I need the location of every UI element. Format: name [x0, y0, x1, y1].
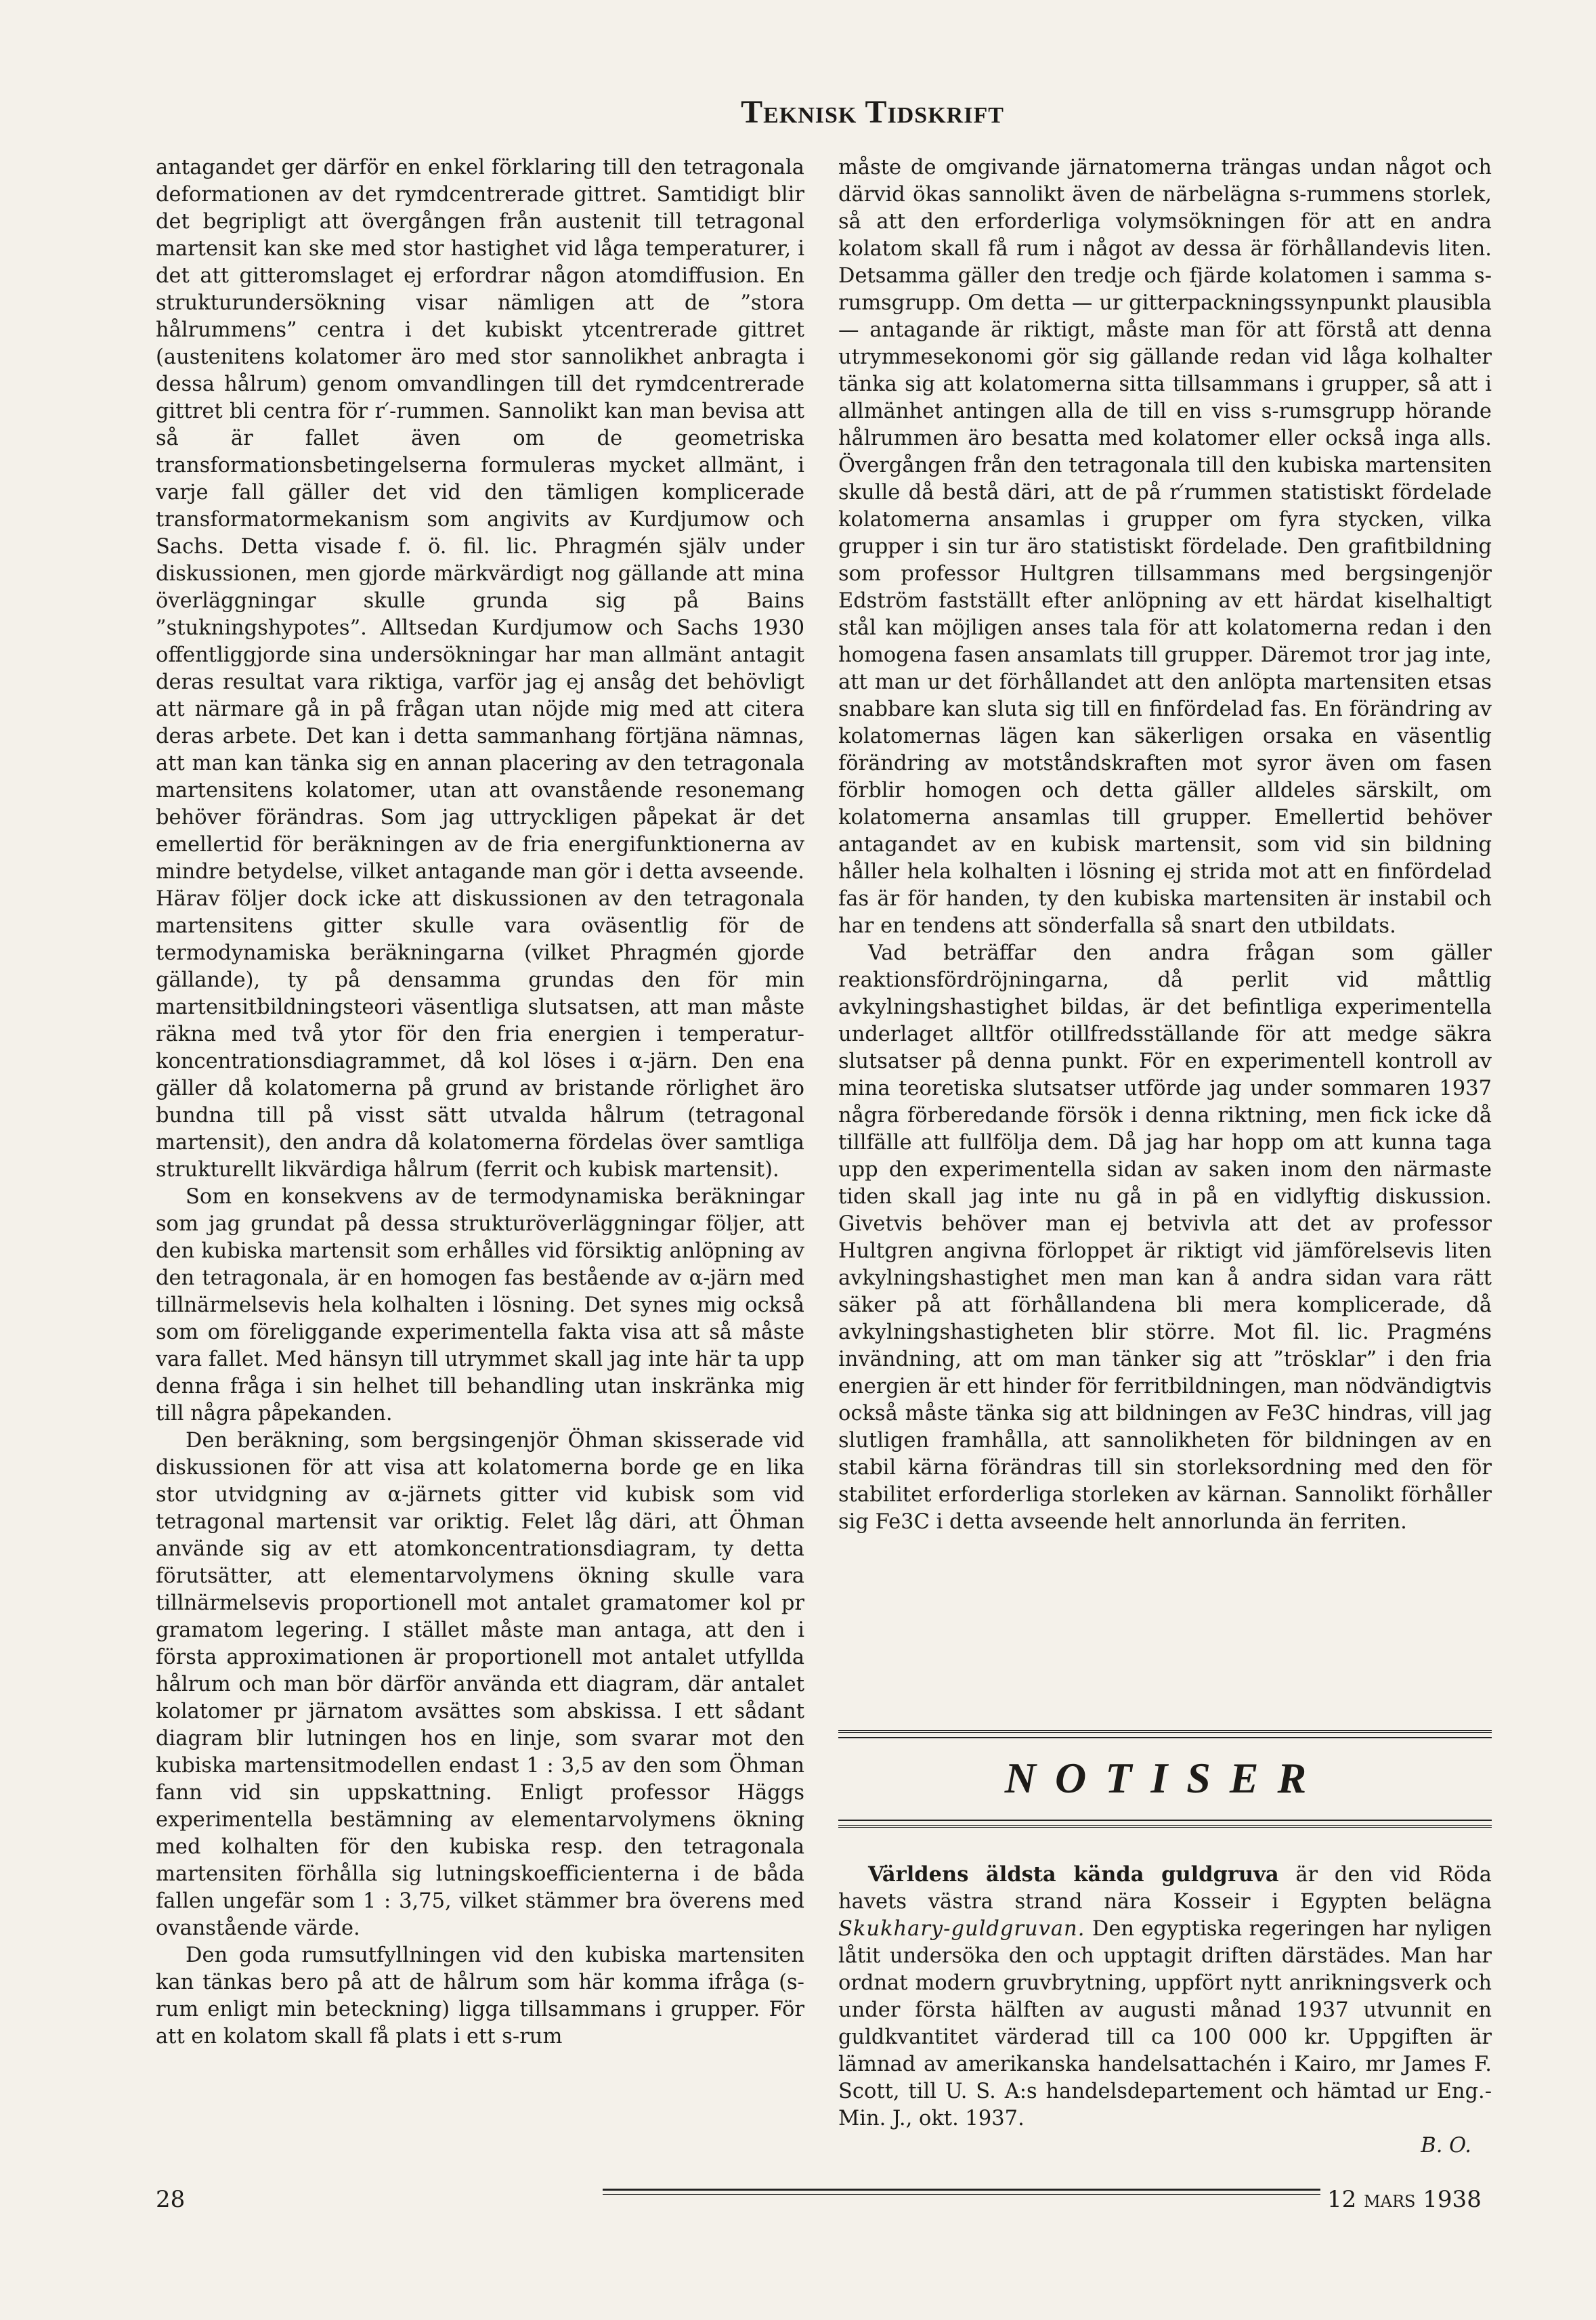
page-number: 28: [156, 2186, 186, 2213]
page-header: [0, 93, 1596, 131]
notis-article: [838, 1861, 1492, 2160]
issue-date: 12 mars 1938: [1327, 2186, 1482, 2213]
paragraph: Vad beträffar den andra frågan som gäller reaktionsfördröjningarna, då perlit vid måttlig avkylningshastighet bildas, är det befintliga experimentella underlaget alltför otillfredsställande för att medge säkra slutsatser på denna punkt. För en experimentell kontroll av mina teoretiska slutsatser utförde jag under sommaren 1937 några förberedande försök i denna riktning, men fick icke då tillfälle att fullfölja dem. Då jag har hopp om att kunna taga upp den experimentella sidan av saken inom den närmaste tiden skall jag inte nu gå in på en vidlyftig diskussion. Givetvis behöver man ej betvivla att det av professor Hultgren angivna förloppet är riktigt vid jämförelsevis liten avkylningshastighet men man kan å andra sidan vara rätt säker på att förhållandena bli mera komplicerade, då avkylningshastigheten blir större. Mot fil. lic. Pragméns invändning, att om man tänker sig att ”trösklar” i den fria energien är ett hinder för ferritbildningen, man nödvändigtvis också måste tänka sig att bildningen av Fe3C hindras, vill jag slutligen framhålla, att sannolikheten för bildningen av en stabil kärna förändras till sin storleksordning med den för stabilitet erforderliga storleken av kärnan. Sannolikt förhåller sig Fe3C i detta avseende helt annorlunda än ferriten.: [838, 941, 1492, 1534]
notis-text: är den vid Röda havets västra strand nära Kosseir i Egypten belägna: [838, 1863, 1492, 1914]
paragraph: Som en konsekvens av de termodynamiska beräkningar som jag grundat på dessa strukturöverläggningar följer, att den kubiska martensit som erhålles vid försiktig anlöpning av den tetragonala, är en homogen fas bestående av α-järn med tillnärmelsevis hela kolhalten i lösning. Det synes mig också som om föreliggande experimentella fakta visa att så måste vara fallet. Med hänsyn till utrymmet skall jag inte här ta upp denna fråga i sin helhet till behandling utan inskränka mig till några påpekanden.: [156, 1185, 804, 1425]
notis-paragraph: [838, 1861, 1492, 2132]
mine-name: Skukhary-guldgruvan.: [838, 1917, 1085, 1941]
notiser-heading: NOTISER: [1004, 1754, 1326, 1802]
footer-rule: [603, 2189, 1320, 2195]
right-column: [838, 154, 1492, 1536]
paragraph: måste de omgivande järnatomerna trängas undan något och därvid ökas sannolikt även de närbelägna s-rummens storlek, så att den erforderliga volymsökningen för att en andra kolatom skall få rum i något av dessa är förhållandevis liten. Detsamma gäller den tredje och fjärde kolatomen i samma s-rumsgrupp. Om detta — ur gitterpackningssynpunkt plausibla — antagande är riktigt, måste man för att förstå att denna utrymmesekonomi gör sig gällande redan vid låga kolhalter tänka sig att kolatomerna sitta tillsammans i grupper, så att i allmänhet antingen alla de till en viss s-rumsgrupp hörande hålrummen äro besatta med kolatomer eller också inga alls. Övergången från den tetragonala till den kubiska martensiten skulle då bestå däri, att de på r′rummen statistiskt fördelade kolatomerna ansamlas i grupper om fyra stycken, vilka grupper i sin tur äro statistiskt fördelade. Den grafitbildning som professor Hultgren tillsammans med bergsingenjör Edström fastställt efter anlöpning av ett härdat kiselhaltigt stål kan möjligen anses tala för att kolatomerna redan i den homogena fasen ansamlats till grupper. Däremot tror jag inte, att man ur det förhållandet att den anlöpta martensiten etsas snabbare kan sluta sig till en finfördelad fas. En förändring av kolatomernas lägen kan säkerligen orsaka en väsentlig förändring av motståndskraften mot syror även om fasen förblir homogen och detta gäller alldeles särskilt, om kolatomerna ansamlas till grupper. Emellertid behöver antagandet av en kubisk martensit, som vid sin bildning håller hela kolhalten i lösning ej strida mot att en finfördelad fas är för handen, ty den kubiska martensiten är instabil och har en tendens att sönderfalla så snart den utbildats.: [838, 156, 1492, 938]
notis-lead: Världens äldsta kända guldgruva: [868, 1862, 1279, 1887]
section-rule-bottom: [838, 1820, 1492, 1828]
left-column: [156, 154, 804, 2050]
paragraph: Den goda rumsutfyllningen vid den kubiska martensiten kan tänkas bero på att de hålrum som här komma ifråga (s-rum enligt min beteckning) ligga tillsammans i grupper. För att en kolatom skall få plats i ett s-rum: [156, 1943, 804, 2048]
notis-text: Den egyptiska regeringen har nyligen låtit undersöka den och upptagit driften därstädes. Man har ordnat modern gruvbrytning, uppfört nytt anrikningsverk och under första hälften av augusti månad 1937 utvunnit en guldkvantitet värderad till ca 100 000 kr. Uppgiften är lämnad av amerikanska handelsattachén i Kairo, mr James F. Scott, till U. S. A:s handelsdepartement och hämtad ur Eng.-Min. J., okt. 1937.: [838, 1917, 1492, 2130]
paragraph: Den beräkning, som bergsingenjör Öhman skisserade vid diskussionen för att visa att kolatomerna borde ge en lika stor utvidgning av α-järnets gitter vid kubisk som vid tetragonal martensit var oriktig. Felet låg däri, att Öhman använde sig av ett atomkoncentrationsdiagram, ty detta förutsätter, att elementarvolymens ökning skulle vara tillnärmelsevis proportionell mot antalet gramatomer kol pr gramatom legering. I stället måste man antaga, att den i första approximationen är proportionell mot antalet utfyllda hålrum och man bör därför använda ett diagram, där antalet kolatomer pr järnatom avsättes som abskissa. I ett sådant diagram blir lutningen hos en linje, som svarar mot den kubiska martensitmodellen endast 1 : 3,5 av den som Öhman fann vid sin uppskattning. Enligt professor Häggs experimentella bestämning av elementarvolymens ökning med kolhalten för den kubiska resp. den tetragonala martensiten förhålla sig lutningskoefficienterna i de båda fallen ungefär som 1 : 3,75, vilket stämmer bra överens med ovanstående värde.: [156, 1429, 804, 1940]
notis-signature: B. O.: [1421, 2134, 1471, 2157]
journal-masthead: Teknisk Tidskrift: [741, 94, 1004, 130]
section-rule-top: [838, 1730, 1492, 1738]
paragraph: antagandet ger därför en enkel förklaring till den tetragonala deformationen av det rymdcentrerade gittret. Samtidigt blir det begripligt att övergången från austenit till tetragonal martensit kan ske med stor hastighet vid låga temperaturer, i det att gitteromslaget ej erfordrar någon atomdiffusion. En strukturundersökning visar nämligen att de ”stora hålrummens” centra i det kubiskt ytcentrerade gittret (austenitens kolatomer äro med stor sannolikhet anbragta i dessa hålrum) genom omvandlingen till det rymdcentrerade gittret bli centra för r′-rummen. Sannolikt kan man bevisa att så är fallet även om de geometriska transformationsbetingelserna formuleras mycket allmänt, i varje fall gäller det vid den tämligen komplicerade transformatormekanism som angivits av Kurdjumow och Sachs. Detta visade f. ö. fil. lic. Phragmén själv under diskussionen, men gjorde märkvärdigt nog gällande att mina överläggningar skulle grunda sig på Bains ”stukningshypotes”. Alltsedan Kurdjumow och Sachs 1930 offentliggjorde sina undersökningar har man allmänt antagit deras resultat vara riktiga, varför jag ej ansåg det behövligt att närmare gå in på frågan utan nöjde mig med att citera deras arbete. Det kan i detta sammanhang förtjäna nämnas, att man kan tänka sig en annan placering av den tetragonala martensitens kolatomer, utan att ovanstående resonemang behöver förändras. Som jag uttryckligen påpekat är det emellertid för beräkningen av de fria energifunktionerna av mindre betydelse, vilket antagande man gör i detta avseende. Härav följer dock icke att diskussionen av den tetragonala martensitens gitter skulle vara oväsentlig för de termodynamiska beräkningarna (vilket Phragmén gjorde gällande), ty på densamma grundas den för min martensitbildningsteori väsentliga slutsatsen, att man måste räkna med två ytor för den fria energien i temperatur-koncentrationsdiagrammet, då kol löses i α-järn. Den ena gäller då kolatomerna på grund av bristande rörlighet äro bundna till på visst sätt utvalda hålrum (tetragonal martensit), den andra då kolatomerna fördelas över samtliga strukturellt likvärdiga hålrum (ferrit och kubisk martensit).: [156, 156, 804, 1182]
notiser-section: [838, 1730, 1492, 1828]
